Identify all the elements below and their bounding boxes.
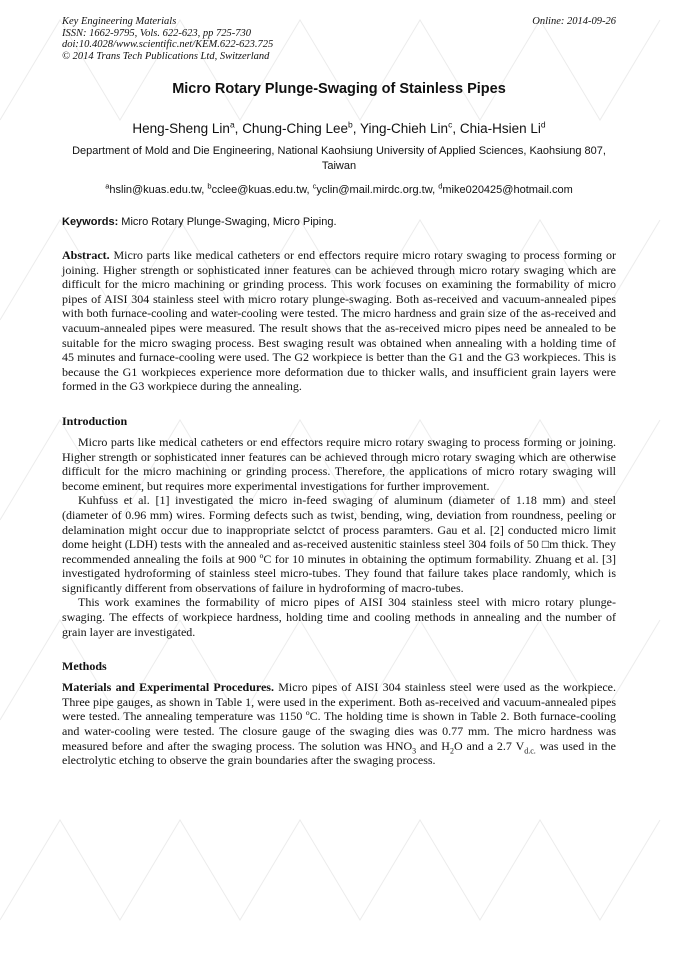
methods-text: and H	[416, 738, 450, 753]
email-link[interactable]: mike020425@hotmail.com	[442, 184, 573, 196]
methods-text: O and a 2.7 V	[453, 738, 525, 753]
subscript: 3	[412, 746, 417, 756]
affiliation: Department of Mold and Die Engineering, National Kaohsiung University of Applied Sciences, Kaohsiung 807, Taiwan	[72, 145, 606, 172]
journal-header	[62, 16, 616, 66]
issn-line: ISSN: 1662-9795, Vols. 622-623, pp 725-730	[62, 27, 251, 39]
author-mark: a	[229, 119, 235, 130]
author-name: Ying-Chieh Lin	[360, 121, 449, 136]
keywords-text: Micro Rotary Plunge-Swaging, Micro Piping.	[118, 216, 337, 228]
methods-text: was used in the electrolytic etching to observe the grain boundaries after the swaging process.	[62, 738, 616, 768]
doi-line: doi:10.4028/www.scientific.net/KEM.622-623.725	[62, 39, 274, 50]
email-link[interactable]: hslin@kuas.edu.tw,	[109, 184, 208, 196]
email-mark: d	[438, 181, 443, 191]
abstract-label: Abstract.	[62, 248, 110, 262]
author-mark: b	[348, 119, 353, 130]
methods-heading: Methods	[62, 659, 107, 674]
author-separator: ,	[352, 121, 361, 136]
journal-name: Key Engineering Materials	[62, 16, 177, 27]
email-mark: c	[312, 181, 317, 191]
copyright-line: © 2014 Trans Tech Publications Ltd, Switzerland	[62, 50, 270, 62]
author-name: Chung-Ching Lee	[242, 121, 349, 136]
author-mark: c	[448, 119, 453, 130]
methods-paragraph	[62, 680, 616, 768]
author-list	[62, 121, 616, 136]
author-name: Chia-Hsien Li	[459, 121, 541, 136]
author-separator: ,	[452, 121, 460, 136]
email-link[interactable]: cclee@kuas.edu.tw,	[211, 184, 313, 196]
subscript: d.c.	[524, 746, 536, 756]
keywords	[62, 216, 616, 228]
author-mark: d	[540, 119, 546, 130]
keywords-label: Keywords:	[62, 216, 119, 228]
author-name: Heng-Sheng Lin	[132, 121, 230, 136]
email-mark: b	[207, 181, 212, 191]
abstract	[62, 248, 616, 394]
methods-text: Micro pipes of AISI 304 stainless steel were used as the workpiece. Three pipe gauges, as shown in Table 1, were used in the experiment. Both as-received and vacuum-annealed pipes were tested. The annealing temperature was 1150 ºC. The holding time is shown in Table 2. Both furnace-cooling and water-cooling were tested. The closure gauge of the swaging dies was 0.77 mm. The micro hardness was measured before and after the swaging process. The solution was HNO	[62, 680, 617, 753]
introduction-paragraph-3: This work examines the formability of micro pipes of AISI 304 stainless steel with micro rotary plunge-swaging. The effects of workpiece hardness, holding time and cooling methods in annealing and the number of grain layer are investigated.	[62, 595, 616, 639]
introduction-paragraph-2: Kuhfuss et al. [1] investigated the micro in-feed swaging of aluminum (diameter of 1.18 mm) and steel (diameter of 0.96 mm) wires. Forming defects such as twist, bending, wing, deviation from roundness, peeling or delamination might occur due to inappropriate selctct of process paramters. Gau et al. [2] conducted micro limit dome height (LDH) tests with the annealed and as-received austenitic stainless steel 304 foils of 50 □m thick. They recommended annealing the foils at 900 ºC for 10 minutes in obtaining the optimum formability. Zhuang et al. [3] investigated hydroforming of stainless steel micro-tubes. They found that failure takes place randomly, which is significantly different from observations of failure in hydroforming of macro-tubes.	[62, 493, 616, 595]
methods-subheading: Materials and Experimental Procedures.	[62, 680, 274, 695]
email-list	[62, 181, 616, 196]
paper-title: Micro Rotary Plunge-Swaging of Stainless Pipes	[172, 81, 506, 97]
introduction-heading: Introduction	[62, 413, 128, 428]
abstract-text: Micro parts like medical catheters or end effectors require micro rotary swaging to process forming or joining. Higher strength or sophisticated inner features can be achieved through micro rotary swaging which are difficult for the micro machining or grinding process. This work focuses on examining the formability of micro pipes of AISI 304 stainless steel with micro rotary plunge-swaging. Both as-received and vacuum-annealed pipes with both furnace-cooling and water-cooling were tested. The micro hardness and grain size of the as-received and vacuum-annealed pipes were measured. The result shows that the as-received micro pipes need be annealed to be suitable for the micro swaging process. Best swaging result was obtained when annealing with a holding time of 45 minutes and furnace-cooling were used. The G2 workpiece is better than the G1 and the G3 workpieces. This is because the G1 workpieces experience more deformation due to thicker walls, and insufficient grain layers were formed in the G3 workpiece during the annealing.	[62, 248, 616, 394]
paper-page	[62, 16, 616, 768]
introduction-paragraph-1: Micro parts like medical catheters or end effectors require micro rotary swaging to process forming or joining. Higher strength or sophisticated inner features can be achieved through micro rotary swaging which are otherwise difficult for the micro machining or grinding process. Therefore, the applications of micro rotary swaging will become eminent, but requires more experimental investigations for further improvement.	[62, 434, 616, 493]
online-date: Online: 2014-09-26	[532, 16, 616, 27]
email-link[interactable]: yclin@mail.mirdc.org.tw,	[316, 184, 439, 196]
author-separator: ,	[234, 121, 243, 136]
subscript: 2	[449, 746, 454, 756]
email-mark: a	[105, 181, 110, 191]
